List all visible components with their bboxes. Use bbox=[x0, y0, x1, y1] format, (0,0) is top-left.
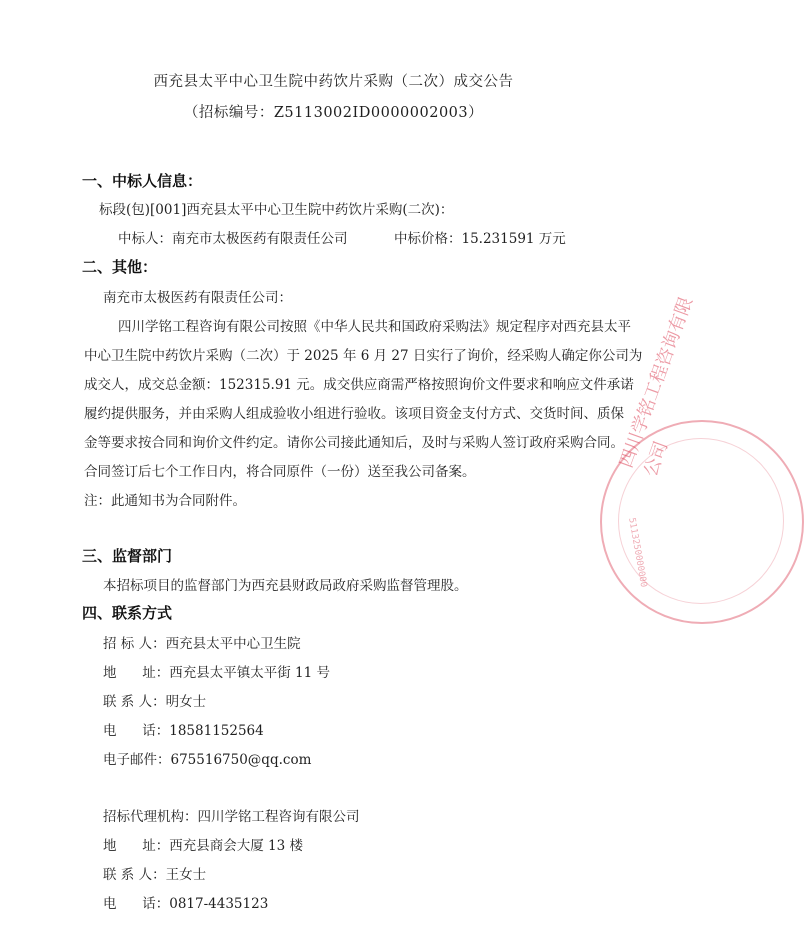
agency-contact: 王女士 bbox=[165, 867, 207, 883]
seal-digits: 5113250000000 bbox=[626, 517, 649, 589]
agency-name-row bbox=[103, 805, 360, 825]
agency-address-label: 地 址： bbox=[103, 838, 170, 854]
buyer-address-row bbox=[103, 661, 330, 681]
price-label: 中标价格： bbox=[394, 231, 462, 247]
buyer-email-row bbox=[103, 748, 311, 768]
winner-label: 中标人： bbox=[118, 231, 172, 247]
buyer-contact-label: 联 系 人： bbox=[103, 694, 166, 710]
buyer-email-label: 电子邮件： bbox=[103, 752, 171, 768]
buyer-address: 西充县太平镇太平街 11 号 bbox=[169, 665, 331, 681]
buyer-address-label: 地 址： bbox=[103, 665, 170, 681]
official-seal bbox=[600, 294, 804, 624]
buyer-name-label: 招 标 人： bbox=[103, 636, 166, 652]
buyer-name-row bbox=[103, 632, 301, 652]
agency-phone-row bbox=[103, 892, 268, 912]
winner-row bbox=[118, 227, 348, 247]
agency-name: 四川学铭工程咨询有限公司 bbox=[197, 809, 360, 825]
section-heading-supervision: 三、监督部门 bbox=[82, 547, 173, 565]
buyer-phone-row bbox=[103, 719, 264, 739]
section-heading-contact: 四、联系方式 bbox=[82, 604, 173, 622]
winner-name: 南充市太极医药有限责任公司 bbox=[172, 231, 348, 247]
seal-text: 四川学铭工程咨询有限公司 bbox=[615, 294, 698, 480]
buyer-phone-label: 电 话： bbox=[103, 723, 170, 739]
buyer-email[interactable]: 675516750@qq.com bbox=[170, 752, 312, 768]
body-line: 履约提供服务，并由采购人组成验收小组进行验收。该项目资金支付方式、交货时间、质保 bbox=[84, 406, 624, 422]
buyer-name: 西充县太平中心卫生院 bbox=[165, 636, 301, 652]
body-line: 四川学铭工程咨询有限公司按照《中华人民共和国政府采购法》规定程序对西充县太平 bbox=[118, 319, 631, 335]
agency-contact-label: 联 系 人： bbox=[103, 867, 166, 883]
addressee: 南充市太极医药有限责任公司： bbox=[103, 290, 292, 306]
body-line: 合同签订后七个工作日内，将合同原件（一份）送至我公司备案。 bbox=[84, 464, 476, 480]
note: 注：此通知书为合同附件。 bbox=[84, 493, 246, 509]
buyer-phone: 18581152564 bbox=[169, 723, 264, 739]
lot-description: 标段(包)[001]西充县太平中心卫生院中药饮片采购(二次)： bbox=[99, 202, 454, 218]
notice-title: 西充县太平中心卫生院中药饮片采购（二次）成交公告 bbox=[153, 74, 514, 90]
agency-phone: 0817-4435123 bbox=[169, 896, 269, 912]
supervision-text: 本招标项目的监督部门为西充县财政局政府采购监督管理股。 bbox=[103, 578, 468, 594]
agency-name-label: 招标代理机构： bbox=[103, 809, 198, 825]
section-heading-other: 二、其他： bbox=[82, 258, 158, 276]
tender-code: （招标编号：Z5113002ID0000002003） bbox=[183, 105, 484, 121]
agency-address: 西充县商会大厦 13 楼 bbox=[169, 838, 304, 854]
agency-phone-label: 电 话： bbox=[103, 896, 170, 912]
agency-address-row bbox=[103, 834, 303, 854]
agency-contact-row bbox=[103, 863, 206, 883]
body-line: 成交人，成交总金额：152315.91 元。成交供应商需严格按照询价文件要求和响应文件承诺 bbox=[84, 377, 634, 393]
price-row bbox=[394, 227, 566, 247]
price-value: 15.231591 万元 bbox=[461, 231, 566, 247]
buyer-contact-row bbox=[103, 690, 206, 710]
body-line: 金等要求按合同和询价文件约定。请你公司接此通知后，及时与采购人签订政府采购合同。 bbox=[84, 435, 624, 451]
section-heading-winner: 一、中标人信息： bbox=[82, 172, 203, 190]
buyer-contact: 明女士 bbox=[165, 694, 207, 710]
body-line: 中心卫生院中药饮片采购（二次）于 2025 年 6 月 27 日实行了询价，经采购人确定你公司为 bbox=[84, 348, 643, 364]
